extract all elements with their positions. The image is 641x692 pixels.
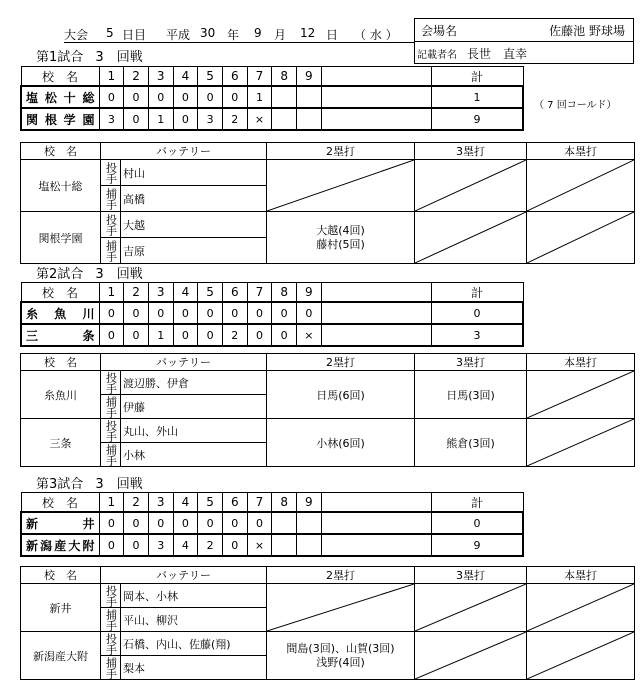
score-cell: 0 [247, 302, 272, 324]
catcher-name: 高橋 [121, 186, 267, 212]
score-cell: 3 [99, 108, 124, 130]
score-cell: 0 [297, 302, 322, 324]
no-triples-cell [415, 212, 527, 264]
pitcher-label: 投手 [101, 584, 121, 608]
school-header: 校 名 [21, 67, 99, 87]
venue-box [414, 18, 634, 64]
game1-called-note: （ 7 回コールド） [534, 100, 617, 111]
month-label: 月 [274, 28, 287, 42]
empty-cell [321, 108, 431, 130]
score-cell: 0 [173, 108, 198, 130]
recorder-name: 長世 直幸 [467, 47, 528, 61]
team-name: 糸 魚 川 [21, 302, 99, 324]
score-cell: 0 [99, 86, 124, 108]
score-cell: 0 [198, 324, 223, 346]
score-cell: × [297, 324, 322, 346]
empty-cell [321, 512, 431, 534]
game3-round: 3 回戦 [95, 477, 143, 492]
doubles-cell: 間島(3回)、山賀(3回) 浅野(4回) [267, 632, 415, 680]
pitcher-label: 投手 [101, 419, 121, 443]
inning-4: 4 [173, 283, 198, 303]
game2-title [36, 263, 143, 282]
score-cell: 0 [247, 324, 272, 346]
venue-label: 会場名 [421, 24, 458, 38]
school-header: 校 名 [21, 143, 101, 160]
inning-2: 2 [124, 67, 149, 87]
inning-2: 2 [124, 283, 149, 303]
score-cell: 0 [173, 302, 198, 324]
recorder-label: 記載者名 [417, 50, 457, 61]
score-cell: 1 [148, 108, 173, 130]
era-label: 平成 [166, 28, 191, 42]
double-header: 2塁打 [267, 567, 415, 584]
no-triples-cell [415, 632, 527, 680]
triples-cell: 日馬(3回) [415, 371, 527, 419]
team-name: 新井 [21, 584, 101, 632]
empty-cell [321, 302, 431, 324]
empty-col [321, 493, 431, 513]
month-value: 9 [254, 26, 262, 40]
weekday: （ 水 ） [354, 28, 398, 42]
catcher-label: 捕手 [101, 443, 121, 467]
team-name: 新潟産大附 [21, 534, 99, 556]
game1-title [36, 46, 143, 65]
game1-detail-table [20, 142, 635, 264]
pitcher-name: 丸山、外山 [121, 419, 267, 443]
score-cell: 0 [173, 324, 198, 346]
inning-8: 8 [272, 67, 297, 87]
empty-cell [321, 86, 431, 108]
inning-7: 7 [247, 493, 272, 513]
score-cell: 0 [124, 534, 149, 556]
triple-header: 3塁打 [415, 143, 527, 160]
inning-2: 2 [124, 493, 149, 513]
score-cell: 0 [272, 324, 297, 346]
score-cell: 0 [99, 302, 124, 324]
pitcher-label: 投手 [101, 160, 121, 186]
score-cell: 0 [198, 302, 223, 324]
battery-header: バッテリー [101, 143, 267, 160]
team-name: 関根学園 [21, 212, 101, 264]
hr-header: 本塁打 [527, 143, 635, 160]
double-header: 2塁打 [267, 143, 415, 160]
day-number: 5 [106, 26, 114, 40]
pitcher-name: 渡辺勝、伊倉 [121, 371, 267, 395]
score-cell [272, 534, 297, 556]
score-cell: 0 [124, 324, 149, 346]
total-cell: 1 [431, 86, 523, 108]
double-header: 2塁打 [267, 354, 415, 371]
catcher-label: 捕手 [101, 608, 121, 632]
catcher-name: 伊藤 [121, 395, 267, 419]
tournament-label: 大会 [64, 28, 89, 42]
battery-header: バッテリー [101, 354, 267, 371]
score-cell: 1 [247, 86, 272, 108]
score-cell: 0 [173, 512, 198, 534]
school-header: 校 名 [21, 493, 99, 513]
hr-header: 本塁打 [527, 354, 635, 371]
pitcher-name: 石橋、内山、佐藤(翔) [121, 632, 267, 656]
catcher-name: 小林 [121, 443, 267, 467]
catcher-name: 梨本 [121, 656, 267, 680]
game2-detail-table [20, 353, 635, 467]
score-cell: 0 [222, 512, 247, 534]
score-cell: 3 [148, 534, 173, 556]
inning-1: 1 [99, 283, 124, 303]
team-name: 塩松十総 [21, 160, 101, 212]
total-cell: 9 [431, 534, 523, 556]
no-homers-cell [527, 212, 635, 264]
game1-score-table [20, 66, 524, 131]
score-cell: 4 [173, 534, 198, 556]
inning-4: 4 [173, 67, 198, 87]
no-homers-cell [527, 371, 635, 419]
catcher-label: 捕手 [101, 656, 121, 680]
score-cell: 0 [198, 86, 223, 108]
game3-title [36, 473, 143, 492]
catcher-name: 平山、柳沢 [121, 608, 267, 632]
pitcher-label: 投手 [101, 371, 121, 395]
no-homers-cell [527, 584, 635, 632]
score-cell: × [247, 534, 272, 556]
inning-5: 5 [198, 283, 223, 303]
total-cell: 0 [431, 302, 523, 324]
inning-6: 6 [222, 493, 247, 513]
score-cell: 0 [272, 302, 297, 324]
score-cell: 2 [222, 108, 247, 130]
doubles-cell: 小林(6回) [267, 419, 415, 467]
inning-6: 6 [222, 283, 247, 303]
game1-round: 3 回戦 [95, 50, 143, 65]
catcher-name: 吉原 [121, 238, 267, 264]
catcher-label: 捕手 [101, 395, 121, 419]
date-value: 12 [300, 26, 316, 40]
game2-score-table [20, 282, 524, 347]
total-header: 計 [431, 283, 523, 303]
score-cell: 0 [222, 302, 247, 324]
score-cell: 2 [198, 534, 223, 556]
team-name: 糸魚川 [21, 371, 101, 419]
no-homers-cell [527, 419, 635, 467]
no-doubles-cell [267, 584, 415, 632]
score-cell: 3 [198, 108, 223, 130]
score-cell: 0 [222, 86, 247, 108]
game2-round: 3 回戦 [95, 267, 143, 282]
empty-cell [321, 324, 431, 346]
team-name: 三条 [21, 419, 101, 467]
triple-header: 3塁打 [415, 354, 527, 371]
empty-col [321, 283, 431, 303]
school-header: 校 名 [21, 354, 101, 371]
inning-1: 1 [99, 67, 124, 87]
game1-name: 第1試合 [36, 50, 84, 65]
no-homers-cell [527, 160, 635, 212]
day-label: 日目 [122, 28, 147, 42]
year-value: 30 [200, 26, 216, 40]
total-header: 計 [431, 67, 523, 87]
total-cell: 9 [431, 108, 523, 130]
score-cell [297, 534, 322, 556]
score-cell [272, 86, 297, 108]
score-cell: 0 [222, 534, 247, 556]
inning-7: 7 [247, 67, 272, 87]
empty-col [321, 67, 431, 87]
header-line [64, 26, 414, 43]
catcher-label: 捕手 [101, 186, 121, 212]
pitcher-name: 大越 [121, 212, 267, 238]
inning-6: 6 [222, 67, 247, 87]
score-cell: 0 [124, 512, 149, 534]
date-label: 日 [326, 28, 339, 42]
battery-header: バッテリー [101, 567, 267, 584]
inning-9: 9 [297, 283, 322, 303]
team-name: 塩松十総 [21, 86, 99, 108]
school-header: 校 名 [21, 567, 101, 584]
score-cell [297, 108, 322, 130]
inning-3: 3 [148, 283, 173, 303]
catcher-label: 捕手 [101, 238, 121, 264]
game2-name: 第2試合 [36, 267, 84, 282]
team-name: 新潟産大附 [21, 632, 101, 680]
venue-name: 佐藤池 野球場 [549, 24, 625, 38]
inning-8: 8 [272, 283, 297, 303]
total-cell: 3 [431, 324, 523, 346]
pitcher-label: 投手 [101, 212, 121, 238]
score-cell [272, 512, 297, 534]
team-name: 関根学園 [21, 108, 99, 130]
inning-5: 5 [198, 493, 223, 513]
team-name: 三 条 [21, 324, 99, 346]
game3-name: 第3試合 [36, 477, 84, 492]
hr-header: 本塁打 [527, 567, 635, 584]
triples-cell: 熊倉(3回) [415, 419, 527, 467]
inning-9: 9 [297, 67, 322, 87]
inning-8: 8 [272, 493, 297, 513]
game3-score-table [20, 492, 524, 557]
inning-7: 7 [247, 283, 272, 303]
no-triples-cell [415, 160, 527, 212]
empty-cell [321, 534, 431, 556]
pitcher-name: 岡本、小林 [121, 584, 267, 608]
total-cell: 0 [431, 512, 523, 534]
team-name: 新 井 [21, 512, 99, 534]
no-triples-cell [415, 584, 527, 632]
score-cell: 0 [99, 512, 124, 534]
triple-header: 3塁打 [415, 567, 527, 584]
score-cell: 0 [99, 324, 124, 346]
pitcher-name: 村山 [121, 160, 267, 186]
no-homers-cell [527, 632, 635, 680]
score-cell: 0 [148, 512, 173, 534]
score-cell: 1 [148, 324, 173, 346]
inning-9: 9 [297, 493, 322, 513]
doubles-cell: 日馬(6回) [267, 371, 415, 419]
total-header: 計 [431, 493, 523, 513]
inning-5: 5 [198, 67, 223, 87]
no-doubles-cell [267, 160, 415, 212]
inning-3: 3 [148, 493, 173, 513]
score-cell: 0 [148, 86, 173, 108]
doubles-cell: 大越(4回) 藤村(5回) [267, 212, 415, 264]
score-cell: 2 [222, 324, 247, 346]
game3-detail-table [20, 566, 635, 680]
score-cell [272, 108, 297, 130]
inning-1: 1 [99, 493, 124, 513]
score-cell: 0 [124, 86, 149, 108]
score-cell [297, 86, 322, 108]
score-cell: 0 [124, 108, 149, 130]
school-header: 校 名 [21, 283, 99, 303]
pitcher-label: 投手 [101, 632, 121, 656]
score-cell: 0 [148, 302, 173, 324]
score-cell: × [247, 108, 272, 130]
score-cell: 0 [247, 512, 272, 534]
inning-4: 4 [173, 493, 198, 513]
year-label: 年 [227, 28, 240, 42]
inning-3: 3 [148, 67, 173, 87]
score-cell: 0 [198, 512, 223, 534]
score-cell: 0 [124, 302, 149, 324]
score-cell [297, 512, 322, 534]
score-cell: 0 [173, 86, 198, 108]
score-cell: 0 [99, 534, 124, 556]
